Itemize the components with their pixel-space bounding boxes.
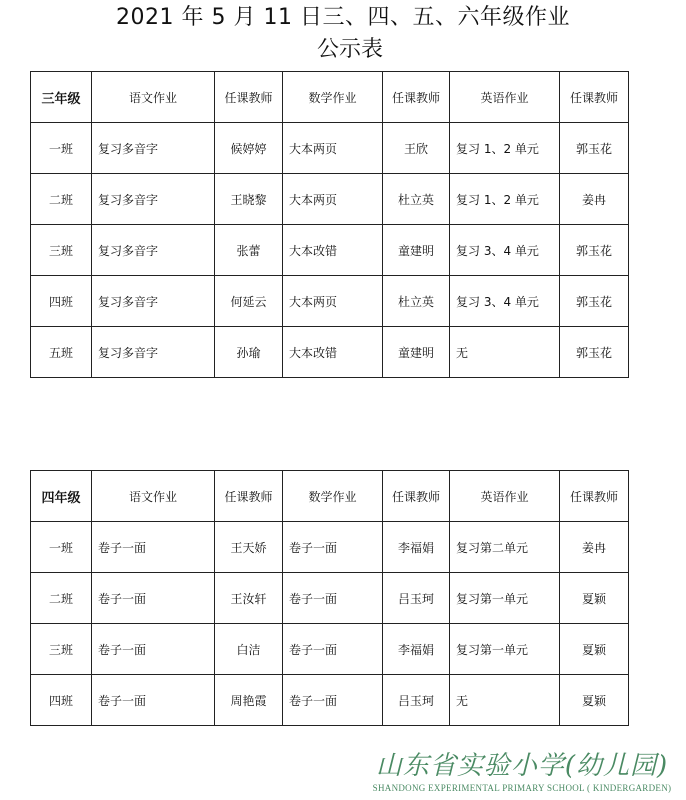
chinese-homework: 卷子一面 [92, 573, 215, 624]
column-header-math: 数学作业 [283, 471, 383, 522]
math-homework: 卷子一面 [283, 624, 383, 675]
table-row [31, 276, 629, 327]
chinese-homework: 卷子一面 [92, 675, 215, 726]
column-header-chinese: 语文作业 [92, 72, 215, 123]
math-homework: 卷子一面 [283, 573, 383, 624]
math-teacher: 杜立英 [383, 174, 450, 225]
english-teacher: 姜冉 [560, 174, 629, 225]
chinese-teacher: 何延云 [215, 276, 283, 327]
math-homework: 大本改错 [283, 225, 383, 276]
class-name: 四班 [31, 675, 92, 726]
class-name: 一班 [31, 123, 92, 174]
chinese-homework: 卷子一面 [92, 624, 215, 675]
english-teacher: 夏颖 [560, 624, 629, 675]
class-name: 三班 [31, 225, 92, 276]
math-homework: 大本改错 [283, 327, 383, 378]
column-header-teacher: 任课教师 [560, 72, 629, 123]
column-header-teacher: 任课教师 [560, 471, 629, 522]
grade4-homework-table [30, 470, 629, 726]
english-homework: 复习 1、2 单元 [450, 123, 560, 174]
column-header-teacher: 任课教师 [383, 72, 450, 123]
chinese-homework: 复习多音字 [92, 123, 215, 174]
table-row [31, 675, 629, 726]
english-homework: 无 [450, 675, 560, 726]
english-teacher: 夏颖 [560, 573, 629, 624]
class-name: 五班 [31, 327, 92, 378]
chinese-teacher: 白洁 [215, 624, 283, 675]
english-homework: 复习第二单元 [450, 522, 560, 573]
english-teacher: 姜冉 [560, 522, 629, 573]
math-teacher: 王欣 [383, 123, 450, 174]
math-homework: 大本两页 [283, 174, 383, 225]
math-homework: 大本两页 [283, 276, 383, 327]
english-teacher: 夏颖 [560, 675, 629, 726]
chinese-teacher: 王汝轩 [215, 573, 283, 624]
class-name: 一班 [31, 522, 92, 573]
math-homework: 卷子一面 [283, 522, 383, 573]
english-homework: 无 [450, 327, 560, 378]
math-teacher: 杜立英 [383, 276, 450, 327]
school-name-english: SHANDONG EXPERIMENTAL PRIMARY SCHOOL ( KINDERGARDEN) [372, 783, 672, 793]
grade3-homework-table [30, 71, 629, 378]
grade-label: 四年级 [31, 471, 92, 522]
page-title: 2021 年 5 月 11 日三、四、五、六年级作业 [116, 5, 570, 30]
table-header-row [31, 72, 629, 123]
table-row [31, 573, 629, 624]
chinese-homework: 卷子一面 [92, 522, 215, 573]
english-homework: 复习 3、4 单元 [450, 276, 560, 327]
english-homework: 复习 1、2 单元 [450, 174, 560, 225]
math-teacher: 童建明 [383, 327, 450, 378]
chinese-teacher: 王天娇 [215, 522, 283, 573]
table-row [31, 624, 629, 675]
table-row [31, 174, 629, 225]
chinese-teacher: 张蕾 [215, 225, 283, 276]
chinese-homework: 复习多音字 [92, 174, 215, 225]
chinese-teacher: 周艳霞 [215, 675, 283, 726]
class-name: 三班 [31, 624, 92, 675]
column-header-math: 数学作业 [283, 72, 383, 123]
math-teacher: 童建明 [383, 225, 450, 276]
table-header-row [31, 471, 629, 522]
english-teacher: 郭玉花 [560, 276, 629, 327]
column-header-english: 英语作业 [450, 471, 560, 522]
class-name: 二班 [31, 174, 92, 225]
chinese-homework: 复习多音字 [92, 327, 215, 378]
class-name: 二班 [31, 573, 92, 624]
column-header-chinese: 语文作业 [92, 471, 215, 522]
english-teacher: 郭玉花 [560, 123, 629, 174]
table-row [31, 327, 629, 378]
math-teacher: 李福娟 [383, 522, 450, 573]
chinese-teacher: 王晓黎 [215, 174, 283, 225]
english-homework: 复习第一单元 [450, 573, 560, 624]
math-teacher: 吕玉珂 [383, 573, 450, 624]
school-name-chinese: 山东省实验小学(幼儿园) [375, 751, 669, 781]
math-teacher: 李福娟 [383, 624, 450, 675]
math-homework: 卷子一面 [283, 675, 383, 726]
english-teacher: 郭玉花 [560, 327, 629, 378]
table-row [31, 123, 629, 174]
column-header-teacher: 任课教师 [215, 72, 283, 123]
chinese-homework: 复习多音字 [92, 225, 215, 276]
english-teacher: 郭玉花 [560, 225, 629, 276]
page-subtitle: 公示表 [316, 37, 383, 62]
column-header-teacher: 任课教师 [215, 471, 283, 522]
math-homework: 大本两页 [283, 123, 383, 174]
table-row [31, 522, 629, 573]
english-homework: 复习第一单元 [450, 624, 560, 675]
class-name: 四班 [31, 276, 92, 327]
chinese-teacher: 孙瑜 [215, 327, 283, 378]
column-header-teacher: 任课教师 [383, 471, 450, 522]
column-header-english: 英语作业 [450, 72, 560, 123]
chinese-teacher: 候婷婷 [215, 123, 283, 174]
table-row [31, 225, 629, 276]
chinese-homework: 复习多音字 [92, 276, 215, 327]
grade-label: 三年级 [31, 72, 92, 123]
english-homework: 复习 3、4 单元 [450, 225, 560, 276]
school-logo [372, 750, 672, 794]
math-teacher: 吕玉珂 [383, 675, 450, 726]
